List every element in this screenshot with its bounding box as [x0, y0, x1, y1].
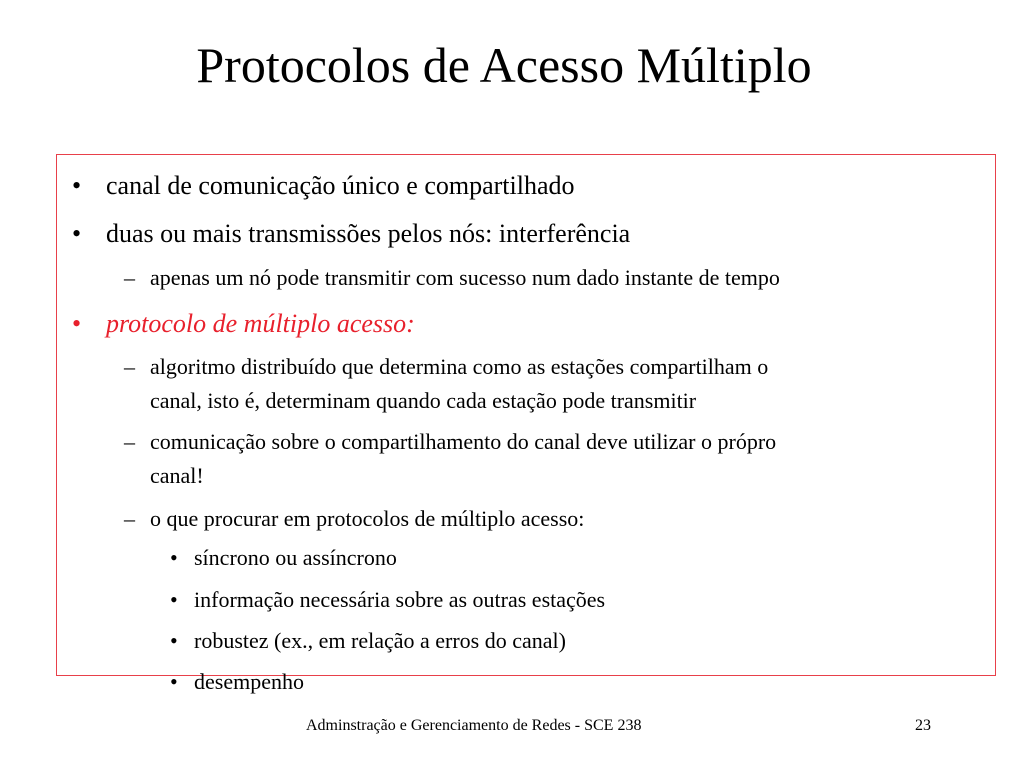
- slide-title: Protocolos de Acesso Múltiplo: [196, 37, 812, 93]
- sub-sub-bullet-marker: •: [170, 669, 178, 694]
- sub-sub-bullet-text: informação necessária sobre as outras estações: [194, 587, 606, 612]
- bullet-marker: •: [72, 171, 82, 200]
- sub-bullet-text-continued: canal, isto é, determinam quando cada estação pode transmitir: [150, 388, 697, 413]
- sub-bullet-marker: –: [124, 354, 135, 379]
- sub-sub-bullet-text: desempenho: [194, 669, 304, 694]
- page-number: 23: [915, 717, 931, 734]
- sub-sub-bullet-text: robustez (ex., em relação a erros do canal): [194, 628, 566, 653]
- sub-bullet-text: apenas um nó pode transmitir com sucesso num dado instante de tempo: [150, 265, 780, 290]
- sub-bullet-marker: –: [124, 506, 135, 531]
- sub-bullet-marker: –: [124, 429, 135, 454]
- sub-bullet-text: comunicação sobre o compartilhamento do canal deve utilizar o própro: [150, 429, 777, 454]
- bullet-marker-highlight: •: [72, 309, 82, 338]
- sub-sub-bullet-text: síncrono ou assíncrono: [194, 545, 397, 570]
- sub-sub-bullet-marker: •: [170, 587, 178, 612]
- sub-bullet-text-continued: canal!: [150, 463, 204, 488]
- sub-bullet-text: o que procurar em protocolos de múltiplo acesso:: [150, 506, 585, 531]
- bullet-text: duas ou mais transmissões pelos nós: interferência: [106, 219, 631, 248]
- slide-footer: Adminstração e Gerenciamento de Redes - SCE 238: [306, 717, 642, 734]
- bullet-text-highlight: protocolo de múltiplo acesso:: [106, 309, 415, 338]
- bullet-marker: •: [72, 219, 82, 248]
- bullet-text: canal de comunicação único e compartilhado: [106, 171, 575, 200]
- sub-sub-bullet-marker: •: [170, 545, 178, 570]
- sub-sub-bullet-marker: •: [170, 628, 178, 653]
- sub-bullet-marker: –: [124, 265, 135, 290]
- sub-bullet-text: algoritmo distribuído que determina como as estações compartilham o: [150, 354, 769, 379]
